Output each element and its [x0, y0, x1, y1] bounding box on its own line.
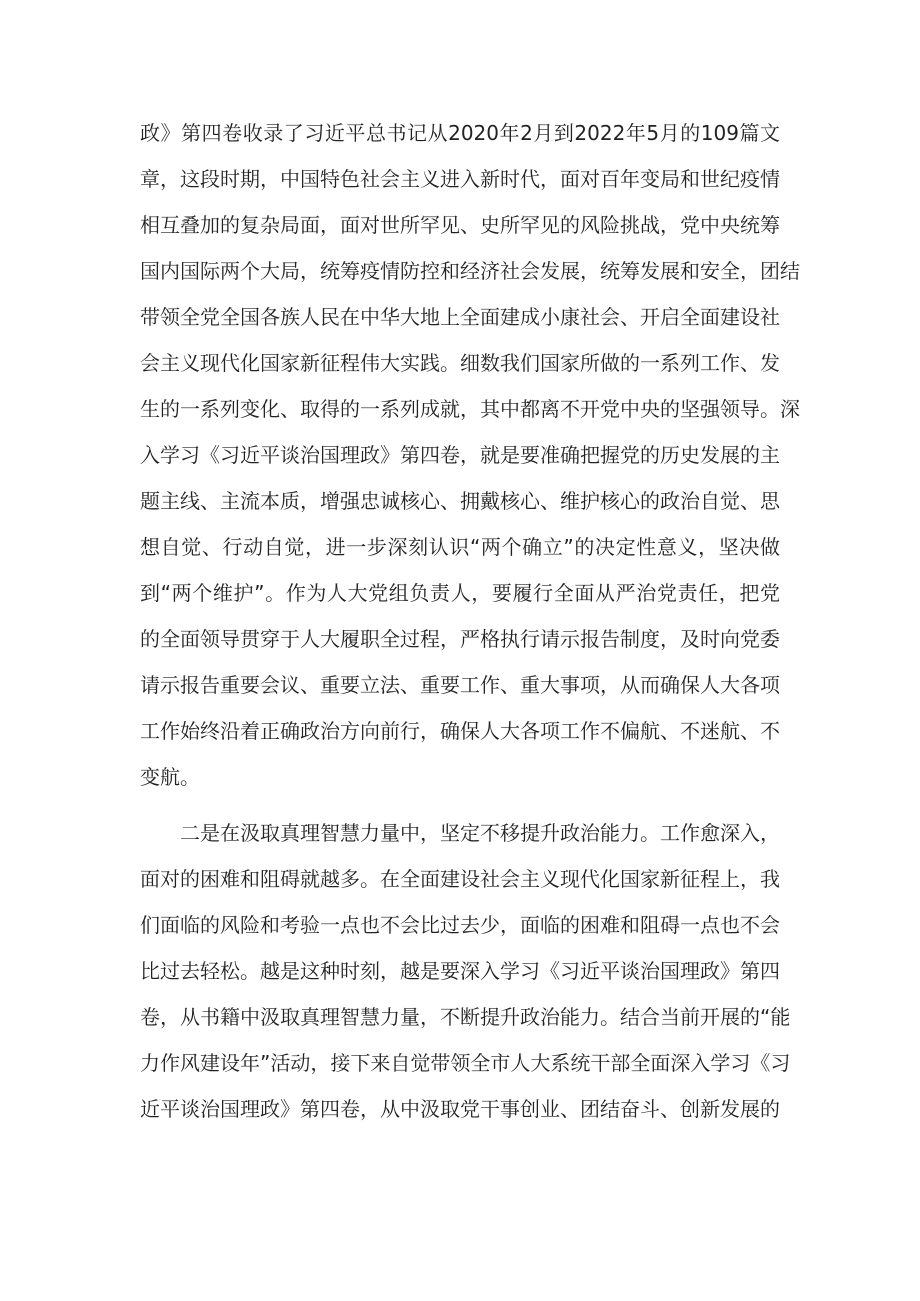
- text-line: 入学习《习近平谈治国理政》第四卷，就是要准确把握党的历史发展的主: [140, 443, 780, 467]
- text-line: 力作风建设年”活动，接下来自觉带领全市人大系统干部全面深入学习《习: [140, 1051, 791, 1075]
- text-line: 会主义现代化国家新征程伟大实践。细数我们国家所做的一系列工作、发: [140, 351, 780, 375]
- text-line: 生的一系列变化、取得的一系列成就，其中都离不开党中央的坚强领导。深: [140, 397, 800, 421]
- text-line: 请示报告重要会议、重要立法、重要工作、重大事项，从而确保人大各项: [140, 673, 780, 697]
- text-line: 政》第四卷收录了习近平总书记从2020年2月到2022年5月的109篇文: [140, 121, 780, 145]
- text-line: 面对的困难和阻碍就越多。在全面建设社会主义现代化国家新征程上，我: [140, 867, 780, 891]
- text-line: 变航。: [140, 765, 200, 789]
- text-line: 二是在汲取真理智慧力量中，坚定不移提升政治能力。工作愈深入，: [180, 821, 780, 845]
- text-line: 近平谈治国理政》第四卷，从中汲取党干事创业、团结奋斗、创新发展的: [140, 1097, 780, 1121]
- text-line: 国内国际两个大局，统筹疫情防控和经济社会发展，统筹发展和安全，团结: [140, 259, 800, 283]
- text-line: 章，这段时期，中国特色社会主义进入新时代，面对百年变局和世纪疫情: [140, 167, 780, 191]
- text-line: 到“两个维护”。作为人大党组负责人，要履行全面从严治党责任，把党: [140, 581, 780, 605]
- text-line: 比过去轻松。越是这种时刻，越是要深入学习《习近平谈治国理政》第四: [140, 959, 780, 983]
- text-line: 想自觉、行动自觉，进一步深刻认识“两个确立”的决定性意义，坚决做: [140, 535, 780, 559]
- text-line: 题主线、主流本质，增强忠诚核心、拥戴核心、维护核心的政治自觉、思: [140, 489, 780, 513]
- text-line: 的全面领导贯穿于人大履职全过程，严格执行请示报告制度，及时向党委: [140, 627, 780, 651]
- text-line: 相互叠加的复杂局面，面对世所罕见、史所罕见的风险挑战，党中央统筹: [140, 213, 780, 237]
- text-line: 们面临的风险和考验一点也不会比过去少，面临的困难和阻碍一点也不会: [140, 913, 780, 937]
- text-line: 卷，从书籍中汲取真理智慧力量，不断提升政治能力。结合当前开展的“能: [140, 1005, 791, 1029]
- text-line: 带领全党全国各族人民在中华大地上全面建成小康社会、开启全面建设社: [140, 305, 780, 329]
- text-line: 工作始终沿着正确政治方向前行，确保人大各项工作不偏航、不迷航、不: [140, 719, 780, 743]
